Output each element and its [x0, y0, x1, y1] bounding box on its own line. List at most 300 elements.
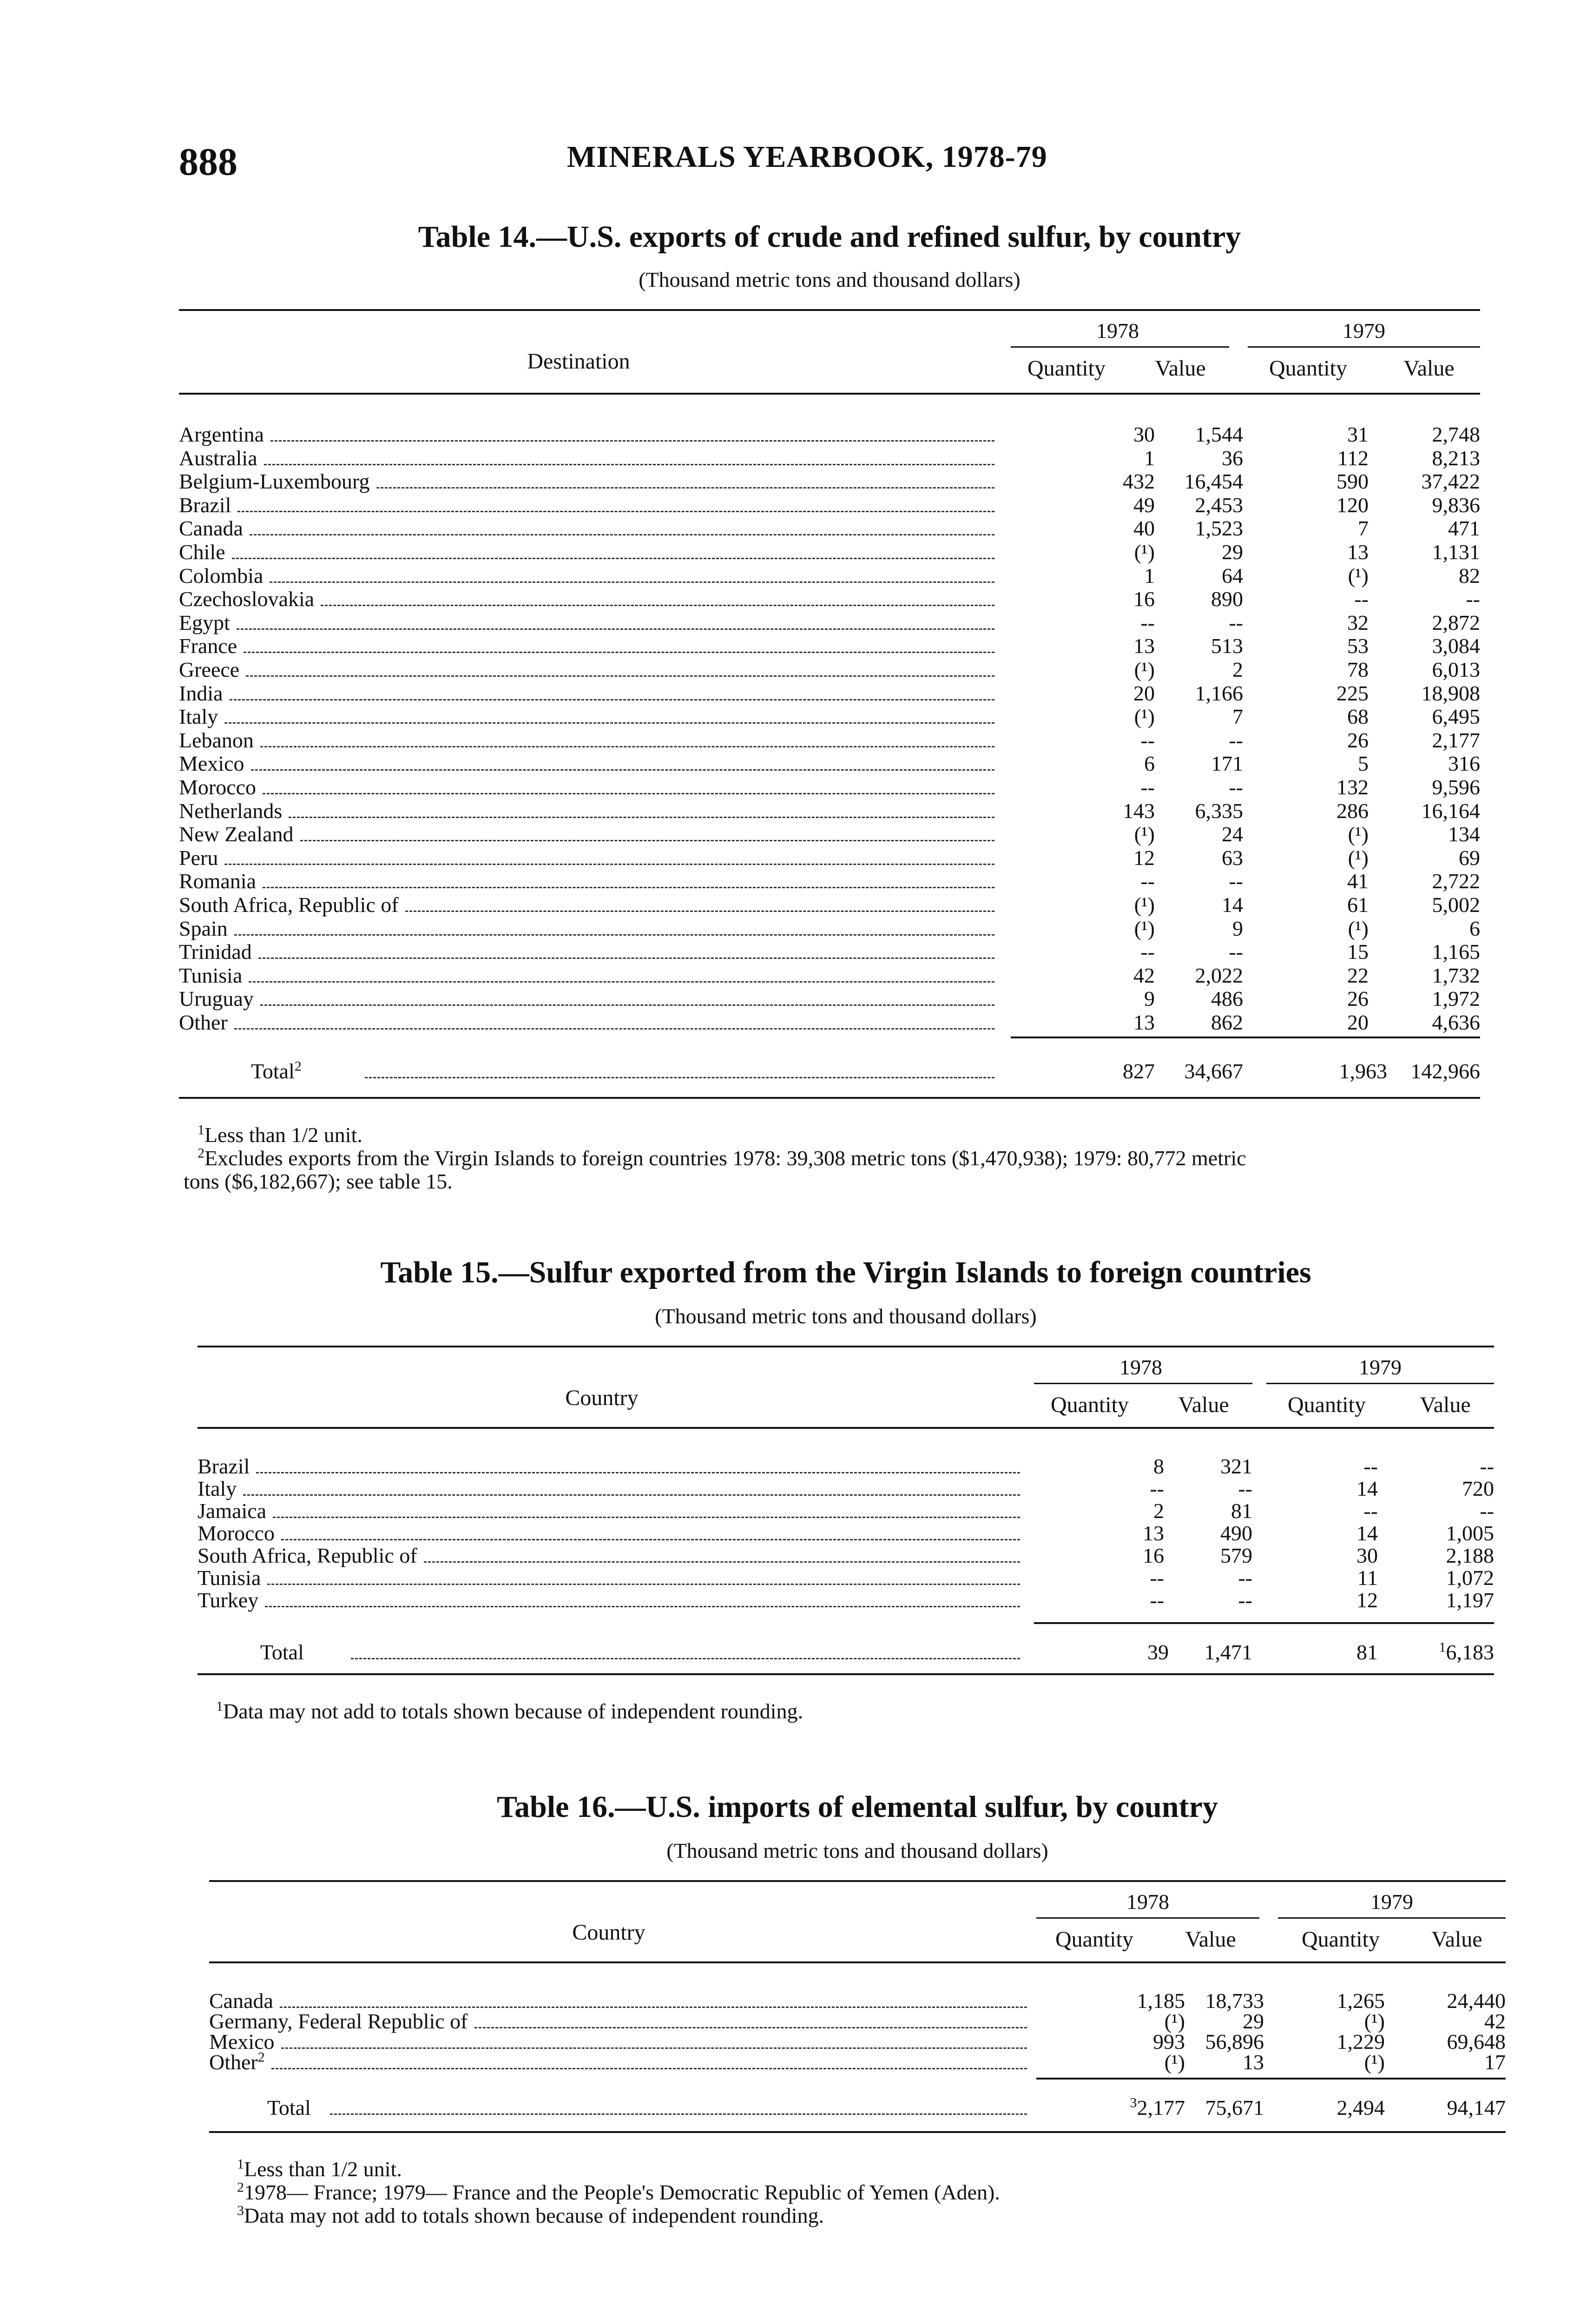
row-label: Romania [179, 869, 257, 893]
cell-q78: 432 [1123, 469, 1155, 494]
cell-q78: 143 [1123, 799, 1155, 823]
quantity-header-1979: Quantity [1302, 1927, 1380, 1952]
row-label: Jamaica [198, 1499, 267, 1523]
table-row [198, 1589, 1494, 1612]
table-row [198, 1455, 1494, 1478]
table-15 [198, 1250, 1494, 1743]
row-label: Peru [179, 845, 218, 870]
cell-v79: 1,072 [1446, 1566, 1494, 1590]
table-row [198, 1499, 1494, 1523]
leader-dots [250, 534, 994, 535]
total-row [179, 1060, 1480, 1083]
cell-v79: 24,440 [1447, 1989, 1506, 2013]
cell-v79: 1,732 [1432, 963, 1480, 987]
leader-dots [263, 793, 994, 794]
total-q79: 1,963 [1339, 1059, 1387, 1083]
total-v79: 94,147 [1447, 2096, 1506, 2119]
cell-q79: 14 [1356, 1477, 1378, 1500]
cell-v79: 69,648 [1447, 2030, 1506, 2053]
cell-v78: 2 [1232, 658, 1243, 681]
total-v78: 34,667 [1184, 1059, 1243, 1083]
cell-v78: 2,022 [1195, 963, 1243, 987]
cell-q79: (¹) [1364, 2009, 1385, 2033]
leader-dots [267, 1584, 1020, 1585]
cell-v78: -- [1229, 728, 1243, 752]
cell-q79: 112 [1337, 446, 1369, 470]
year-rule-1979 [1248, 346, 1480, 348]
total-q78: 39 [1147, 1640, 1169, 1664]
total-v79: 142,966 [1410, 1059, 1480, 1083]
row-label: Brazil [179, 493, 231, 517]
row-label: Canada [179, 516, 243, 541]
table-14 [179, 214, 1480, 1213]
table-units: (Thousand metric tons and thousand dollars) [655, 1304, 1037, 1328]
total-label: Total [260, 1640, 304, 1664]
table-row [209, 2030, 1506, 2053]
row-label: Brazil [198, 1454, 250, 1478]
cell-v79: 1,005 [1446, 1521, 1494, 1545]
cell-q79: 132 [1336, 775, 1369, 799]
cell-v78: 81 [1231, 1499, 1252, 1523]
cell-q79: 31 [1347, 423, 1369, 446]
sum-rule [1011, 1037, 1480, 1038]
leader-dots [224, 864, 994, 865]
row-label: Spain [179, 916, 228, 940]
leader-dots [260, 746, 994, 747]
row-label: Canada [209, 1989, 273, 2013]
cell-v78: 7 [1232, 705, 1243, 729]
year-1978: 1978 [1126, 1890, 1169, 1914]
cell-q79: 12 [1356, 1588, 1378, 1612]
cell-q79: 1,229 [1336, 2030, 1385, 2053]
cell-q79: 7 [1358, 516, 1369, 541]
cell-q78: -- [1150, 1477, 1164, 1500]
cell-v78: 321 [1220, 1454, 1252, 1478]
leader-dots [251, 769, 994, 771]
cell-q79: 32 [1347, 610, 1369, 634]
cell-v79: 6,013 [1432, 658, 1480, 681]
cell-v79: -- [1480, 1499, 1494, 1523]
cell-v78: -- [1238, 1588, 1252, 1612]
leader-dots [280, 2007, 1027, 2008]
cell-v79: 16,164 [1421, 799, 1480, 823]
cell-v78: 6,335 [1195, 799, 1243, 823]
row-label: Morocco [198, 1521, 275, 1545]
leader-dots [424, 1561, 1020, 1563]
bottom-rule [179, 1097, 1480, 1099]
cell-v78: 36 [1222, 446, 1243, 470]
row-label: Tunisia [179, 963, 243, 987]
quantity-header-1978: Quantity [1055, 1927, 1133, 1952]
cell-q78: 20 [1133, 681, 1155, 705]
table-row [179, 964, 1480, 987]
cell-q79: (¹) [1348, 563, 1369, 588]
cell-v78: 1,544 [1195, 423, 1243, 446]
year-rule-1978 [1036, 1917, 1259, 1919]
leader-dots [474, 2027, 1027, 2028]
total-q78: 827 [1123, 1059, 1155, 1083]
header-rule [179, 393, 1480, 395]
table-title: Table 15.—Sulfur exported from the Virgin Islands to foreign countries [380, 1255, 1311, 1289]
table-row [179, 423, 1480, 446]
leader-dots [264, 464, 994, 465]
cell-v78: 64 [1222, 563, 1243, 588]
cell-q79: -- [1354, 587, 1369, 611]
cell-q79: 15 [1347, 940, 1369, 964]
cell-v79: 2,872 [1432, 610, 1480, 634]
row-label: Italy [198, 1477, 237, 1500]
row-label: Greece [179, 658, 240, 681]
cell-v79: -- [1480, 1454, 1494, 1478]
table-row [179, 940, 1480, 964]
leader-dots [246, 675, 994, 677]
leader-dots [263, 887, 994, 888]
leader-dots [230, 699, 994, 700]
country-header: Country [565, 1386, 639, 1410]
cell-v79: 82 [1459, 563, 1480, 588]
leader-dots [234, 934, 994, 936]
cell-v79: 134 [1448, 822, 1480, 846]
year-rule-1978 [1034, 1383, 1252, 1384]
value-header-1978: Value [1185, 1927, 1236, 1952]
cell-v79: -- [1466, 587, 1480, 611]
cell-v79: 2,188 [1446, 1544, 1494, 1567]
cell-v79: 1,165 [1432, 940, 1480, 964]
table-row [179, 823, 1480, 846]
table-title: Table 14.—U.S. exports of crude and refined sulfur, by country [418, 220, 1241, 254]
cell-q78: -- [1150, 1588, 1164, 1612]
cell-v78: 13 [1243, 2050, 1264, 2074]
table-row [209, 2051, 1506, 2074]
cell-q79: 26 [1347, 728, 1369, 752]
quantity-header-1979: Quantity [1269, 356, 1347, 381]
total-v79: $^1$6,183 [1439, 1639, 1494, 1664]
row-label: Morocco [179, 775, 257, 799]
cell-v78: 14 [1222, 893, 1243, 917]
table-row [179, 799, 1480, 823]
cell-q78: (¹) [1134, 540, 1155, 564]
table-row [179, 541, 1480, 564]
year-rule-1978 [1011, 346, 1229, 348]
row-label: Lebanon [179, 728, 254, 752]
cell-q79: -- [1363, 1454, 1378, 1478]
total-q79: 81 [1356, 1640, 1378, 1664]
cell-v78: 862 [1211, 1010, 1243, 1034]
cell-q78: -- [1140, 728, 1155, 752]
top-rule [198, 1346, 1494, 1347]
leader-dots [376, 487, 994, 489]
row-label: Mexico [209, 2030, 275, 2053]
cell-q78: 49 [1133, 493, 1155, 517]
year-rule-1979 [1278, 1917, 1506, 1919]
cell-v78: 18,733 [1205, 1989, 1264, 2013]
cell-v79: 316 [1448, 752, 1480, 776]
total-v78: 1,471 [1204, 1640, 1252, 1664]
cell-v78: 29 [1243, 2009, 1264, 2033]
cell-q79: 26 [1347, 987, 1369, 1011]
cell-v79: 1,197 [1446, 1588, 1494, 1612]
leader-dots [330, 2113, 1027, 2115]
table-row [209, 2010, 1506, 2033]
cell-q79: 68 [1347, 705, 1369, 729]
sum-rule [1036, 2078, 1506, 2080]
cell-v78: 24 [1222, 822, 1243, 846]
footnote-1: $^1$Less than 1/2 unit. [237, 2156, 402, 2181]
cell-v79: 9,836 [1432, 493, 1480, 517]
cell-v78: 29 [1222, 540, 1243, 564]
year-1979: 1979 [1343, 319, 1385, 343]
leader-dots [234, 1028, 994, 1030]
cell-q78: 30 [1133, 423, 1155, 446]
row-label: Chile [179, 540, 225, 564]
bottom-rule [209, 2131, 1506, 2133]
leader-dots [271, 2068, 1027, 2069]
cell-q79: 11 [1357, 1566, 1378, 1590]
total-v78: 75,671 [1205, 2096, 1264, 2119]
row-label: France [179, 634, 237, 658]
cell-v78: -- [1229, 940, 1243, 964]
total-label: Total$^2$ [251, 1058, 302, 1083]
cell-q79: 13 [1347, 540, 1369, 564]
table-row [179, 634, 1480, 658]
leader-dots [281, 2047, 1027, 2049]
cell-q78: 6 [1144, 752, 1155, 776]
table-row [179, 682, 1480, 705]
table-row [179, 611, 1480, 634]
table-units: (Thousand metric tons and thousand dollars) [639, 268, 1020, 291]
cell-q78: (¹) [1164, 2050, 1185, 2074]
row-label: Other$^2$ [209, 2049, 265, 2074]
cell-q79: 120 [1336, 493, 1369, 517]
cell-q79: 20 [1347, 1010, 1369, 1034]
leader-dots [405, 911, 994, 912]
leader-dots [270, 440, 994, 442]
quantity-header-1979: Quantity [1288, 1393, 1366, 1417]
leader-dots [273, 1517, 1020, 1518]
cell-v78: -- [1229, 869, 1243, 893]
table-row [198, 1477, 1494, 1500]
year-1979: 1979 [1359, 1355, 1402, 1379]
table-title: Table 16.—U.S. imports of elemental sulfur, by country [497, 1790, 1218, 1824]
table-row [179, 705, 1480, 728]
cell-q78: -- [1150, 1566, 1164, 1590]
cell-q79: -- [1363, 1499, 1378, 1523]
leader-dots [265, 1606, 1020, 1607]
sum-rule [1034, 1622, 1494, 1624]
row-label: Netherlands [179, 799, 283, 823]
cell-v78: 56,896 [1205, 2030, 1264, 2053]
cell-v79: 9,596 [1432, 775, 1480, 799]
row-label: Tunisia [198, 1566, 261, 1590]
cell-q78: (¹) [1134, 893, 1155, 917]
row-label: New Zealand [179, 822, 294, 846]
cell-v79: 6,495 [1432, 705, 1480, 729]
row-label: Italy [179, 705, 218, 729]
cell-q78: 42 [1133, 963, 1155, 987]
footnote-2-cont: tons ($6,182,667); see table 15. [184, 1169, 453, 1193]
cell-q78: 8 [1153, 1454, 1164, 1478]
row-label: Germany, Federal Republic of [209, 2009, 468, 2033]
cell-q78: 12 [1133, 845, 1155, 870]
cell-v78: 171 [1211, 752, 1243, 776]
cell-v79: 8,213 [1432, 446, 1480, 470]
cell-q78: 993 [1153, 2030, 1185, 2053]
table-row [179, 917, 1480, 940]
footnote-3: $^3$Data may not add to totals shown because of independent rounding. [237, 2203, 824, 2227]
table-row [198, 1544, 1494, 1567]
leader-dots [289, 817, 994, 818]
row-label: Turkey [198, 1588, 259, 1612]
leader-dots [249, 981, 994, 983]
cell-v78: 890 [1211, 587, 1243, 611]
value-header-1979: Value [1403, 356, 1455, 381]
cell-q78: 1 [1144, 563, 1155, 588]
table-row [179, 729, 1480, 752]
leader-dots [281, 1539, 1020, 1540]
cell-q78: 1 [1144, 446, 1155, 470]
footnote-2: $^2$1978— France; 1979— France and the People's Democratic Republic of Yemen (Aden). [237, 2179, 1000, 2204]
cell-q78: (¹) [1164, 2009, 1185, 2033]
table-row [179, 588, 1480, 611]
cell-v78: 2,453 [1195, 493, 1243, 517]
total-row [209, 2096, 1506, 2119]
cell-v79: 471 [1448, 516, 1480, 541]
row-label: South Africa, Republic of [198, 1544, 417, 1567]
cell-q79: 1,265 [1336, 1989, 1385, 2013]
cell-v79: 1,972 [1432, 987, 1480, 1011]
cell-v79: 4,636 [1432, 1010, 1480, 1034]
top-rule [179, 309, 1480, 311]
cell-v78: 16,454 [1184, 469, 1243, 494]
cell-q78: 13 [1133, 634, 1155, 658]
cell-q78: -- [1140, 940, 1155, 964]
cell-q78: (¹) [1134, 822, 1155, 846]
leader-dots [224, 722, 994, 724]
cell-v78: 486 [1211, 987, 1243, 1011]
total-q78: $^3$2,177 [1130, 2095, 1185, 2119]
cell-q79: (¹) [1364, 2050, 1385, 2074]
cell-q79: (¹) [1348, 845, 1369, 870]
table-row [179, 846, 1480, 870]
cell-v79: 2,748 [1432, 423, 1480, 446]
leader-dots [243, 1494, 1020, 1496]
leader-dots [321, 605, 994, 606]
page-number: 888 [179, 140, 237, 184]
cell-q78: 13 [1133, 1010, 1155, 1034]
leader-dots [244, 652, 994, 653]
cell-q79: 41 [1347, 869, 1369, 893]
cell-q79: 5 [1358, 752, 1369, 776]
cell-v78: 579 [1220, 1544, 1252, 1567]
top-rule [209, 1880, 1506, 1882]
leader-dots [258, 957, 994, 959]
quantity-header-1978: Quantity [1027, 356, 1106, 381]
table-row [179, 893, 1480, 917]
cell-q78: 16 [1143, 1544, 1164, 1567]
cell-v78: 63 [1222, 845, 1243, 870]
row-label: Uruguay [179, 987, 254, 1011]
value-header-1978: Value [1178, 1393, 1229, 1417]
row-label: Other [179, 1010, 228, 1034]
row-label: Colombia [179, 563, 263, 588]
cell-q78: -- [1140, 775, 1155, 799]
value-header-1979: Value [1420, 1393, 1471, 1417]
year-1978: 1978 [1119, 1355, 1162, 1379]
cell-q79: 30 [1356, 1544, 1378, 1567]
leader-dots [351, 1658, 1020, 1659]
cell-q79: 590 [1336, 469, 1369, 494]
cell-v79: 5,002 [1432, 893, 1480, 917]
row-label: Mexico [179, 752, 244, 776]
table-row [179, 658, 1480, 681]
destination-header: Destination [527, 349, 630, 374]
leader-dots [260, 1004, 994, 1006]
cell-v79: 18,908 [1421, 681, 1480, 705]
bottom-rule [198, 1673, 1494, 1675]
table-row [179, 564, 1480, 588]
cell-v79: 6 [1469, 916, 1480, 940]
cell-v78: -- [1229, 610, 1243, 634]
leader-dots [270, 581, 994, 583]
row-label: Egypt [179, 610, 230, 634]
cell-v78: -- [1238, 1477, 1252, 1500]
table-row [179, 447, 1480, 470]
year-1979: 1979 [1370, 1890, 1413, 1914]
table-row [179, 776, 1480, 799]
cell-v78: 1,523 [1195, 516, 1243, 541]
row-label: India [179, 681, 223, 705]
row-label: Belgium-Luxembourg [179, 469, 370, 494]
cell-q79: 225 [1336, 681, 1369, 705]
leader-dots [365, 1077, 994, 1078]
table-row [179, 470, 1480, 493]
cell-q78: 1,185 [1137, 1989, 1185, 2013]
row-label: South Africa, Republic of [179, 893, 399, 917]
cell-q79: 14 [1356, 1521, 1378, 1545]
table-row [179, 870, 1480, 893]
cell-q78: 16 [1133, 587, 1155, 611]
cell-v79: 37,422 [1421, 469, 1480, 494]
cell-v79: 720 [1462, 1477, 1494, 1500]
cell-v78: 490 [1220, 1521, 1252, 1545]
header-rule [198, 1427, 1494, 1429]
cell-v79: 42 [1484, 2009, 1506, 2033]
cell-v79: 2,177 [1432, 728, 1480, 752]
table-16 [209, 1785, 1506, 2259]
row-label: Australia [179, 446, 257, 470]
cell-v79: 3,084 [1432, 634, 1480, 658]
cell-q79: 53 [1347, 634, 1369, 658]
cell-v78: 513 [1211, 634, 1243, 658]
cell-q78: -- [1140, 610, 1155, 634]
leader-dots [256, 1472, 1020, 1473]
table-units: (Thousand metric tons and thousand dollars) [666, 1839, 1048, 1862]
cell-q78: (¹) [1134, 705, 1155, 729]
table-row [179, 517, 1480, 540]
footnote-2: $^2$Excludes exports from the Virgin Islands to foreign countries 1978: 39,308 metric tons ($1,470,938); 1979: 80,772 metric [198, 1145, 1246, 1170]
row-label: Trinidad [179, 940, 252, 964]
cell-v78: -- [1238, 1566, 1252, 1590]
year-1978: 1978 [1096, 319, 1139, 343]
header-rule [209, 1961, 1506, 1963]
table-row [179, 1011, 1480, 1034]
table-row [179, 494, 1480, 517]
country-header: Country [572, 1920, 645, 1945]
table-row [179, 752, 1480, 775]
cell-q78: 2 [1153, 1499, 1164, 1523]
table-row [179, 987, 1480, 1010]
row-label: Argentina [179, 423, 264, 446]
